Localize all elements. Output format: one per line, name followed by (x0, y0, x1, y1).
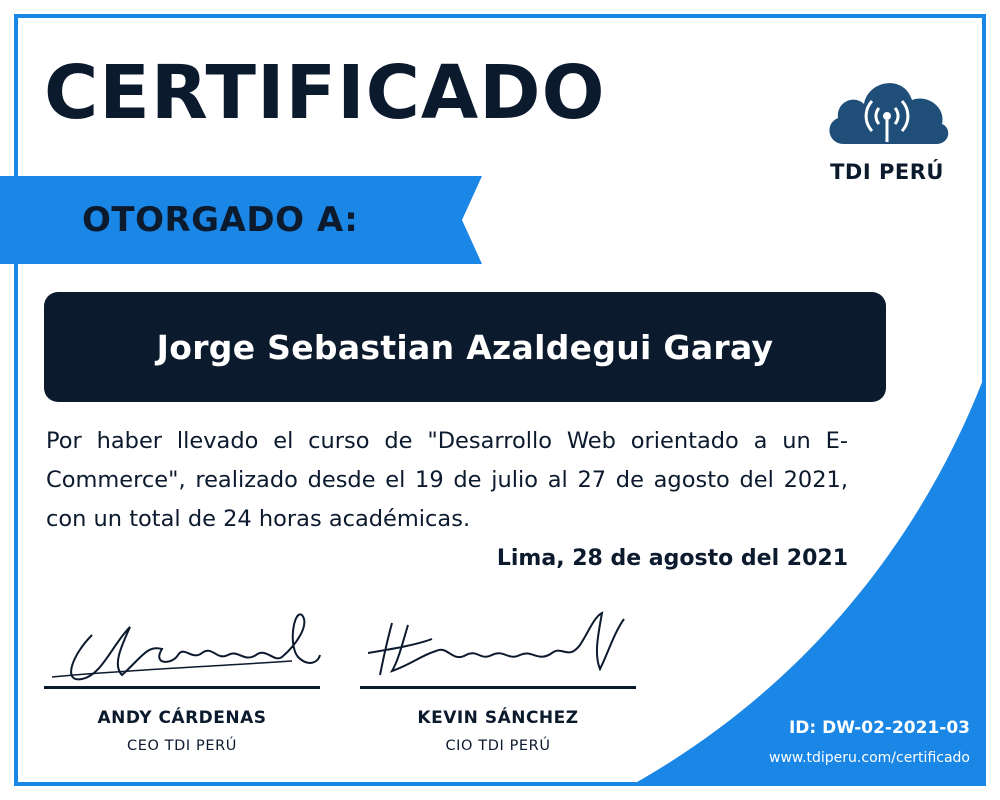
recipient-name-box (44, 292, 886, 402)
place-date: Lima, 28 de agosto del 2021 (496, 546, 848, 571)
certificate-id: ID: DW-02-2021-03 (788, 718, 970, 738)
signatory-role-2: CIO TDI PERÚ (445, 738, 551, 754)
certificate-body: Por haber llevado el curso de "Desarrollo Web orientado a un E-Commerce", realizado desde el 19 de julio al 27 de agosto del 2021, con un total de 24 horas académicas. (46, 428, 848, 532)
logo-text: TDI PERÚ (830, 160, 944, 184)
signature-line-2 (360, 686, 636, 689)
signature-cardenas (52, 605, 322, 685)
signature-sanchez (362, 605, 632, 685)
verify-url[interactable]: www.tdiperu.com/certificado (769, 750, 970, 766)
signatory-name-1: ANDY CÁRDENAS (97, 708, 267, 728)
certificate-title: CERTIFICADO (44, 50, 606, 136)
signature-line-1 (44, 686, 320, 689)
recipient-name: Jorge Sebastian Azaldegui Garay (156, 327, 774, 367)
awarded-to-label: OTORGADO A: (82, 200, 359, 240)
signatory-role-1: CEO TDI PERÚ (126, 738, 237, 754)
signatory-name-2: KEVIN SÁNCHEZ (417, 708, 579, 728)
